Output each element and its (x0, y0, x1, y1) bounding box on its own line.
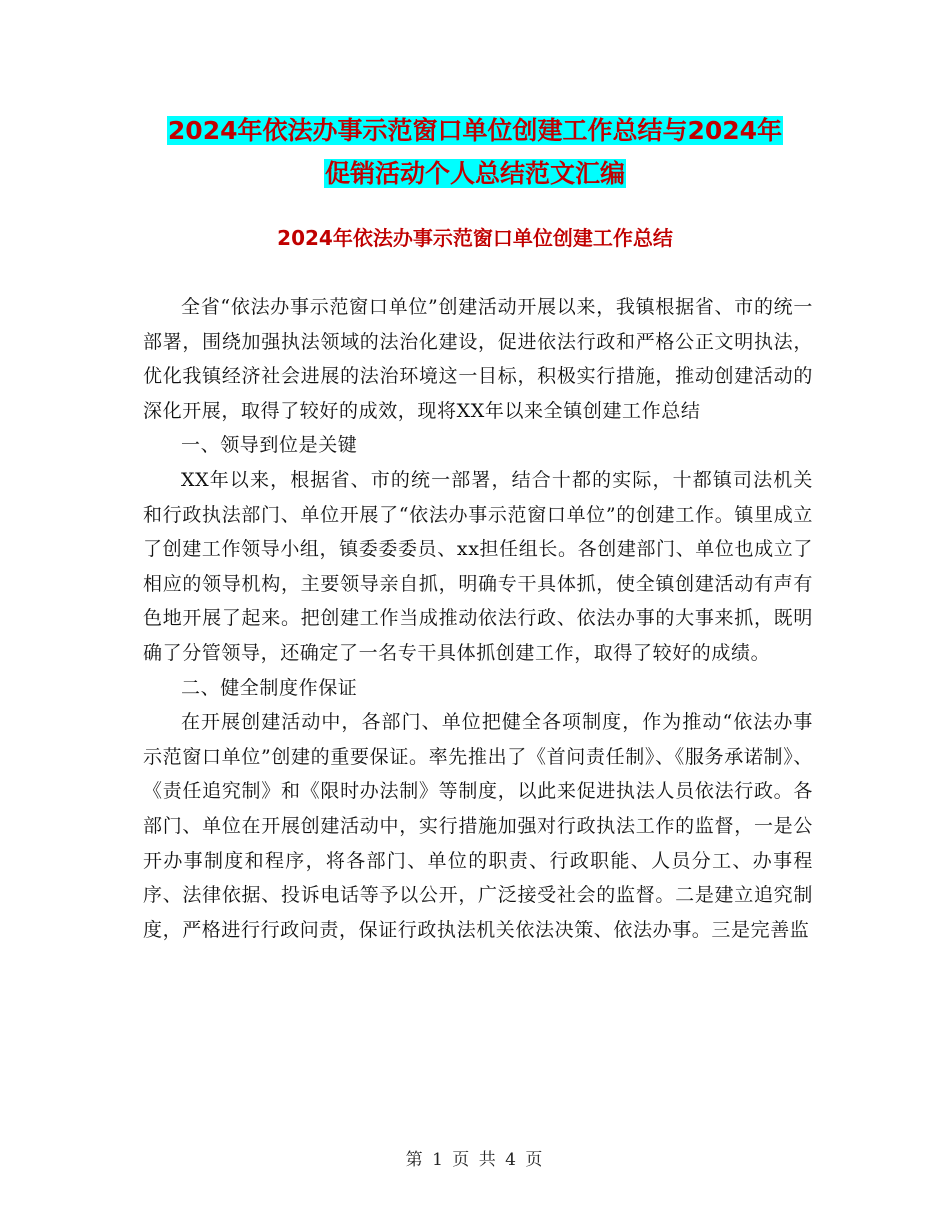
section-heading: 二、健全制度作保证 (181, 676, 358, 699)
document-body (143, 290, 813, 947)
page-number-footer: 第 1 页 共 4 页 (405, 1150, 545, 1170)
title-highlight-1: 2024年依法办事示范窗口单位创建工作总结与2024年 (167, 116, 783, 145)
paragraph: 在开展创建活动中，各部门、单位把健全各项制度，作为推动“依法办事示范窗口单位”创建的重要保证。率先推出了《首问责任制》、《服务承诺制》、《责任追究制》和《限时办法制》等制度，以此来促进执法人员依法行政。各部门、单位在开展创建活动中，实行措施加强对行政执法工作的监督，一是公开办事制度和程序，将各部门、单位的职责、行政职能、人员分工、办事程序、法律依据、投诉电话等予以公开，广泛接受社会的监督。二是建立追究制度，严格进行行政问责，保证行政执法机关依法决策、依法办事。三是完善监 (143, 711, 813, 941)
paragraph: 全省“依法办事示范窗口单位”创建活动开展以来，我镇根据省、市的统一部署，围绕加强执法领域的法治化建设，促进依法行政和严格公正文明执法，优化我镇经济社会进展的法治环境这一目标，积极实行措施，推动创建活动的深化开展，取得了较好的成效，现将XX年以来全镇创建工作总结 (143, 296, 813, 422)
section-title: 2024年依法办事示范窗口单位创建工作总结 (277, 226, 673, 250)
paragraph: XX年以来，根据省、市的统一部署，结合十都的实际，十都镇司法机关和行政执法部门、单位开展了“依法办事示范窗口单位”的创建工作。镇里成立了创建工作领导小组，镇委委委员、xx担任组长。各创建部门、单位也成立了相应的领导机构，主要领导亲自抓，明确专干具体抓，使全镇创建活动有声有色地开展了起来。把创建工作当成推动依法行政、依法办事的大事来抓，既明确了分管领导，还确定了一名专干具体抓创建工作，取得了较好的成绩。 (143, 468, 813, 664)
document-title-line-1 (0, 110, 950, 152)
document-title-line-2 (0, 153, 950, 195)
title-highlight-2: 促销活动个人总结范文汇编 (324, 159, 625, 188)
section-heading: 一、领导到位是关键 (181, 434, 358, 457)
